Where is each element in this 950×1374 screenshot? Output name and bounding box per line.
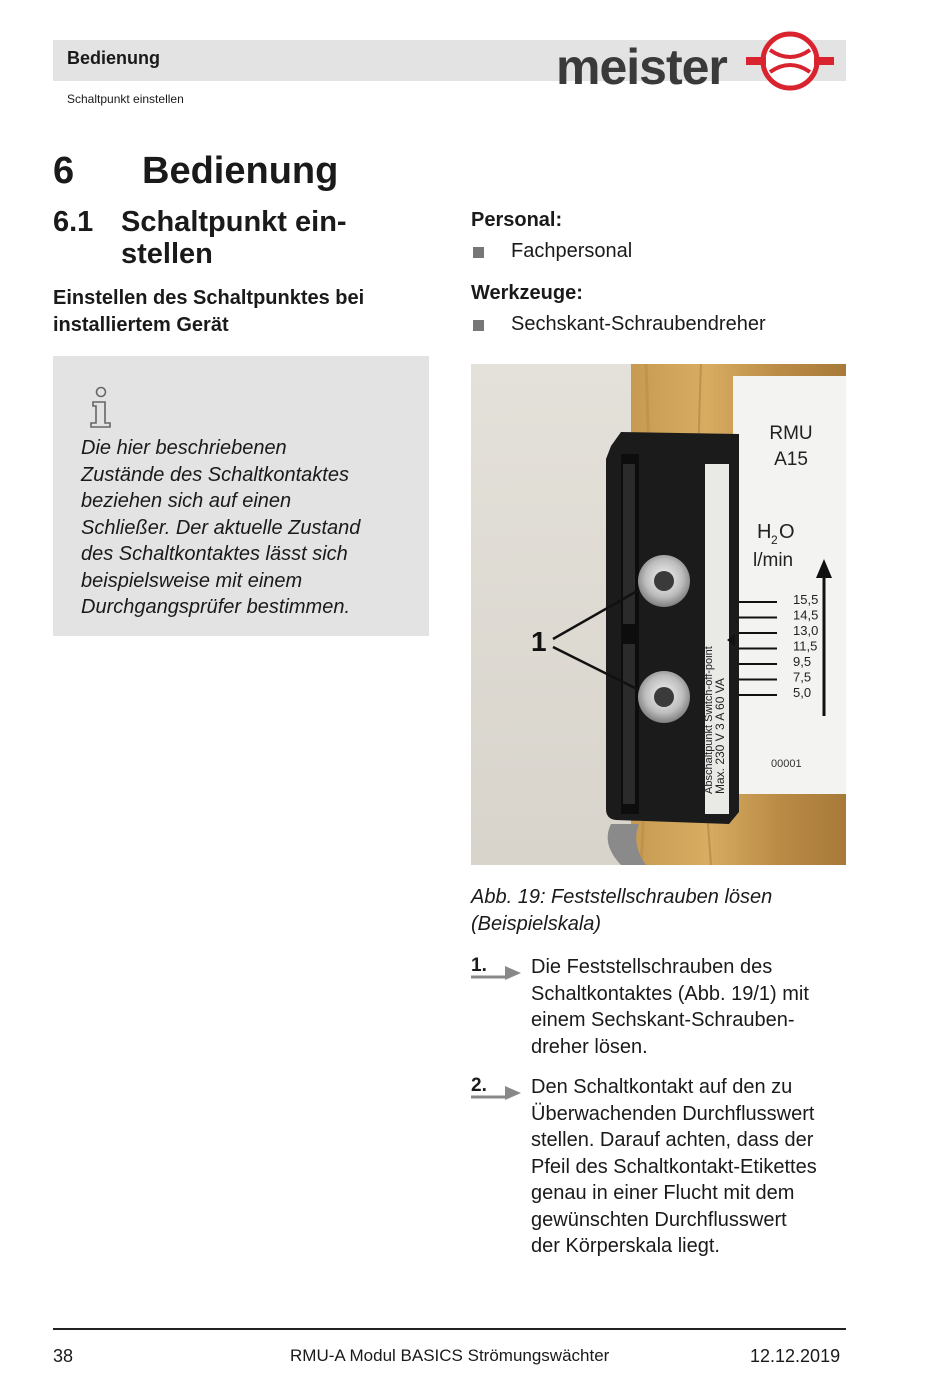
step-line: Die Feststellschrauben des (531, 956, 773, 978)
figure-photo (471, 364, 846, 865)
label-unit: l/min (753, 550, 794, 571)
label-medium-h: H (757, 521, 772, 543)
caption-line2: (Beispielskala) (471, 912, 602, 935)
info-line: beziehen sich auf einen (81, 490, 292, 512)
step-line: Den Schaltkontakt auf den zu (531, 1076, 793, 1098)
figure-callout: 1 (531, 626, 547, 657)
step-text (531, 1074, 846, 1260)
bullet-square (473, 320, 484, 331)
step-line: stellen. Darauf achten, dass der (531, 1129, 814, 1151)
header-title: Bedienung (67, 48, 160, 68)
info-line: des Schaltkontaktes lässt sich (81, 543, 348, 565)
step-arrow-icon (471, 964, 521, 982)
chapter-number: 6 (53, 150, 75, 192)
section-title-line1: Schaltpunkt ein- (121, 206, 347, 238)
step-number: 1. (471, 955, 487, 976)
bullet-square (473, 247, 484, 258)
section-number: 6.1 (53, 206, 94, 238)
step-line: Pfeil des Schaltkontakt-Etikettes (531, 1155, 817, 1178)
info-line: beispielsweise mit einem (81, 569, 303, 592)
meister-logo (556, 30, 834, 92)
scale-label: 5,0 (793, 685, 812, 700)
footer-document-title: RMU-A Modul BASICS Strömungswächter (290, 1346, 610, 1365)
label-model: RMU (769, 423, 813, 444)
tools-item: Sechskant-Schraubendreher (511, 313, 766, 335)
step-line: gewünschten Durchflusswert (531, 1208, 787, 1231)
step-text (531, 954, 846, 1060)
info-line: Zustände des Schaltkontaktes (81, 463, 349, 486)
subheading-line2: installiertem Gerät (53, 314, 229, 336)
info-line: Durchgangsprüfer bestimmen. (81, 596, 351, 618)
step-number: 2. (471, 1075, 487, 1096)
step-line: der Körperskala liegt. (531, 1235, 720, 1257)
caption-line1: Abb. 19: Feststellschrauben lösen (471, 886, 773, 908)
step-line: genau in einer Flucht mit dem (531, 1182, 795, 1204)
scale-label: 13,0 (793, 623, 819, 638)
strip-text-2: Abschaltpunkt Switch-off-point (703, 646, 715, 794)
footer-date: 12.12.2019 (750, 1346, 841, 1366)
info-icon (82, 385, 118, 429)
figure-caption (471, 884, 846, 937)
info-line: Schließer. Der aktuelle Zustand (81, 516, 361, 539)
footer-rule (53, 1328, 846, 1330)
personal-label: Personal: (471, 209, 563, 231)
step-line: Schaltkontaktes (Abb. 19/1) mit (531, 982, 809, 1005)
strip-text-1: Max. 230 V 3 A 60 VA (713, 678, 727, 794)
personal-item: Fachpersonal (511, 240, 633, 262)
scale-label: 14,5 (793, 607, 819, 623)
scale-label: 11,5 (793, 638, 818, 654)
step-arrow-icon (471, 1084, 521, 1102)
label-range: A15 (774, 449, 808, 470)
label-medium-sub: 2 (771, 533, 778, 547)
header-subtitle: Schaltpunkt einstellen (67, 92, 184, 106)
step-line: dreher lösen. (531, 1035, 648, 1058)
step-line: Überwachenden Durchflusswert (531, 1102, 815, 1125)
tools-label: Werkzeuge: (471, 282, 583, 304)
scale-label: 15,5 (793, 592, 819, 607)
scale-label: 7,5 (793, 669, 812, 685)
scale-label: 9,5 (793, 654, 812, 669)
label-medium-o: O (779, 521, 795, 543)
info-line: Die hier beschriebenen (81, 437, 287, 459)
logo-text: meister (556, 39, 727, 92)
step-line: einem Sechskant-Schrauben- (531, 1009, 795, 1031)
subheading-line1: Einstellen des Schaltpunktes bei (53, 287, 365, 309)
section-title-line2: stellen (121, 238, 213, 270)
subheading (53, 285, 364, 339)
chapter-title: Bedienung (142, 150, 339, 192)
info-text (81, 435, 411, 621)
label-serial: 00001 (771, 758, 802, 770)
page-number: 38 (53, 1346, 74, 1366)
section-title (121, 206, 347, 270)
